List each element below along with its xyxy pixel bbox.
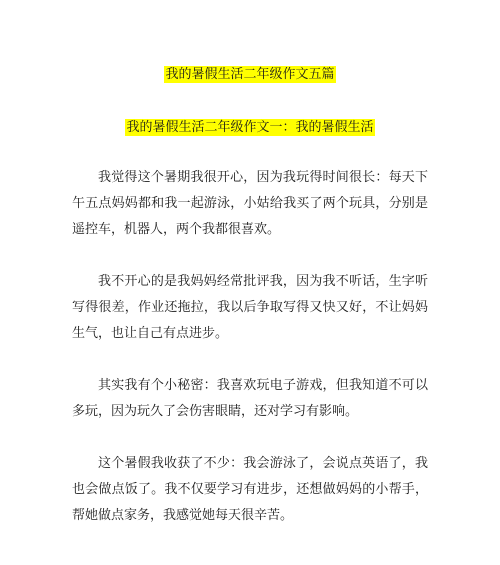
section-title-text: 我的暑假生活二年级作文一：我的暑假生活 [126,120,374,135]
document-title-text: 我的暑假生活二年级作文五篇 [165,67,335,82]
paragraph-1: 我觉得这个暑期我很开心，因为我玩得时间很长：每天下午五点妈妈都和我一起游泳，小姑给我买了两个玩具，分别是遥控车，机器人，两个我都很喜欢。 [72,170,428,237]
section-title [0,119,500,136]
document-title [0,66,500,83]
paragraph-3: 其实我有个小秘密：我喜欢玩电子游戏，但我知道不可以多玩，因为玩久了会伤害眼睛，还对学习有影响。 [72,378,428,419]
paragraph-4: 这个暑假我收获了不少：我会游泳了，会说点英语了，我也会做点饭了。我不仅要学习有进步，还想做妈妈的小帮手，帮她做点家务，我感觉她每天很辛苦。 [72,456,428,523]
paragraph-2: 我不开心的是我妈妈经常批评我，因为我不听话，生字听写得很差，作业还拖拉，我以后争取写得又快又好，不让妈妈生气，也让自己有点进步。 [72,274,428,341]
